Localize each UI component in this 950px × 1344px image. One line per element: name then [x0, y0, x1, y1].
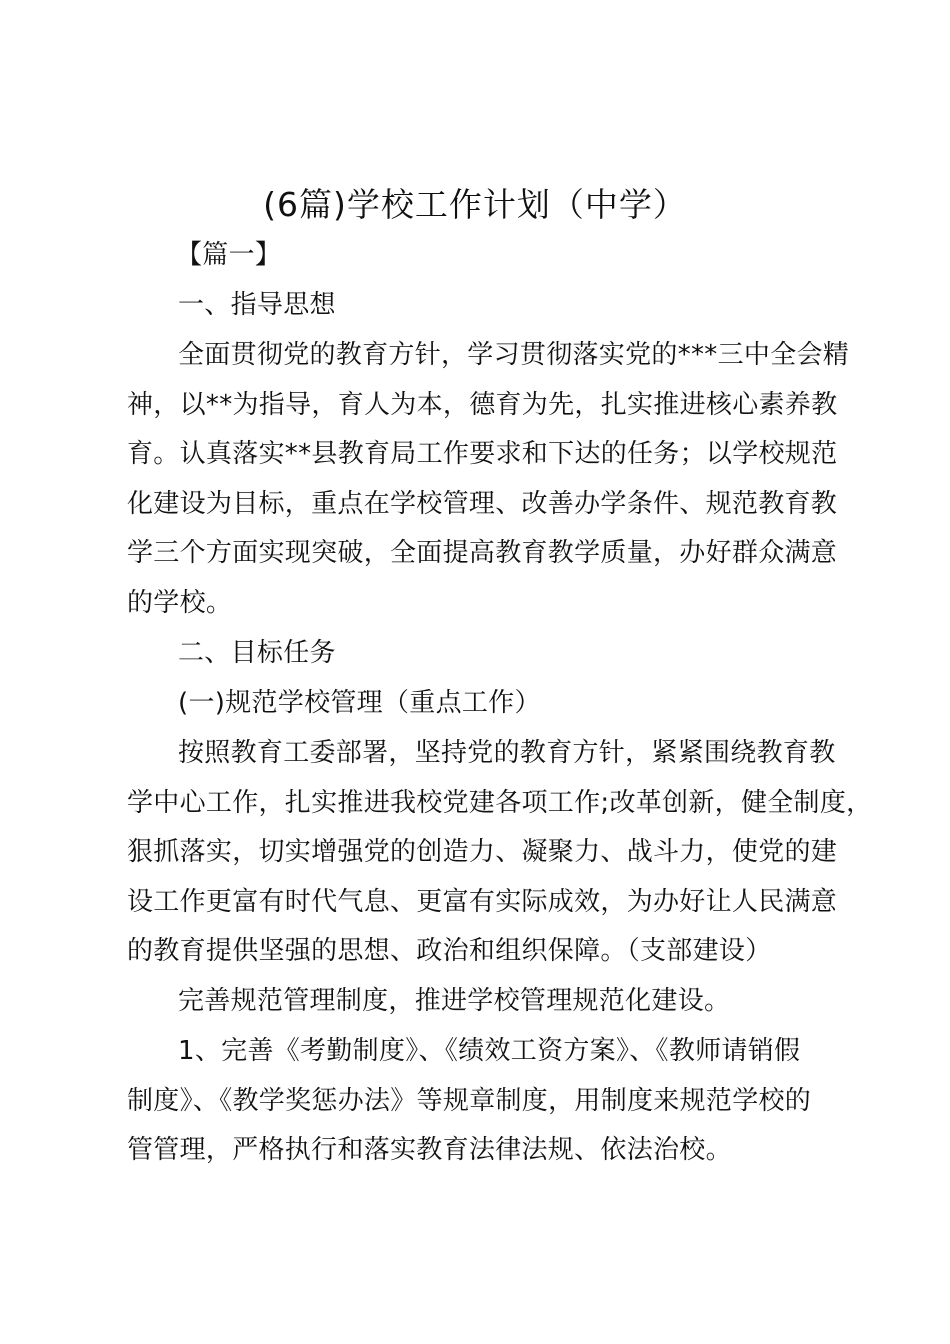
section-label: 【篇一】 [176, 240, 282, 270]
paragraph-line: 按照教育工委部署，坚持党的教育方针，紧紧围绕教育教 [178, 738, 836, 768]
document-title: (6篇)学校工作计划（中学） [263, 185, 687, 224]
paragraph-management-system: 完善规范管理制度，推进学校管理规范化建设。 [178, 986, 731, 1016]
paragraph-line: 全面贯彻党的教育方针，学习贯彻落实党的***三中全会精 [178, 340, 850, 370]
heading-goals-tasks: 二、目标任务 [178, 638, 336, 668]
paragraph-line: 制度》、《教学奖惩办法》等规章制度，用制度来规范学校的 [127, 1086, 812, 1116]
sub-heading-school-management: (一)规范学校管理（重点工作） [178, 688, 541, 718]
paragraph-line: 化建设为目标，重点在学校管理、改善办学条件、规范教育教 [127, 489, 838, 519]
paragraph-line: 的教育提供坚强的思想、政治和组织保障。（支部建设） [127, 936, 772, 966]
paragraph-line: 神，以**为指导，育人为本，德育为先，扎实推进核心素养教 [127, 390, 838, 420]
paragraph-line: 1、完善《考勤制度》、《绩效工资方案》、《教师请销假 [178, 1036, 801, 1066]
heading-guiding-ideology: 一、指导思想 [178, 290, 336, 320]
paragraph-line: 学三个方面实现突破，全面提高教育教学质量，办好群众满意 [127, 538, 838, 568]
paragraph-line: 设工作更富有时代气息、更富有实际成效，为办好让人民满意 [127, 887, 838, 917]
paragraph-line: 狠抓落实，切实增强党的创造力、凝聚力、战斗力，使党的建 [127, 837, 838, 867]
paragraph-line: 学中心工作，扎实推进我校党建各项工作;改革创新，健全制度， [127, 788, 873, 818]
paragraph-line: 的学校。 [127, 588, 233, 618]
paragraph-line: 育。认真落实**县教育局工作要求和下达的任务；以学校规范 [127, 439, 838, 469]
paragraph-line: 管管理，严格执行和落实教育法律法规、依法治校。 [127, 1135, 732, 1165]
